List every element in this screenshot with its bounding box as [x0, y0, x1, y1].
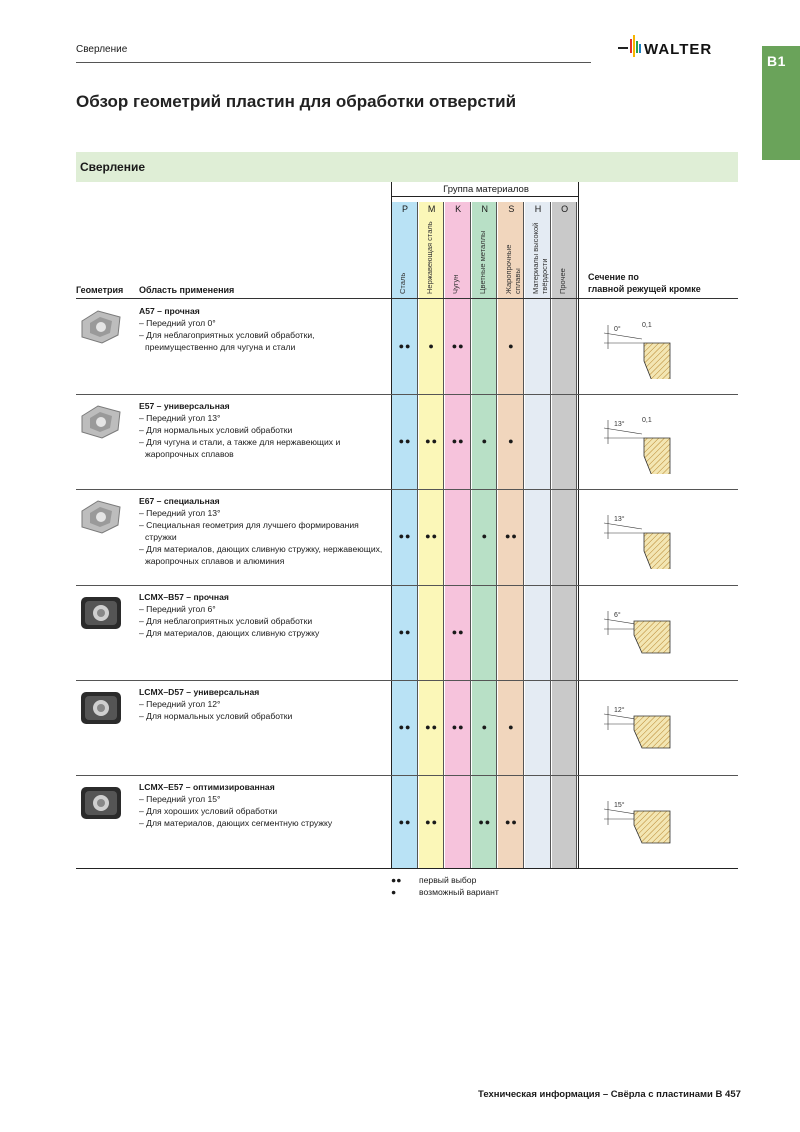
- material-letter: K: [455, 204, 462, 214]
- geometry-name: LCMX–E57 – оптимизированная: [139, 782, 275, 792]
- table-row: [76, 394, 738, 489]
- application-description: [139, 305, 389, 353]
- insert-image: [76, 593, 126, 633]
- geometry-name: A57 – прочная: [139, 306, 200, 316]
- application-line: – Для неблагоприятных условий обработки: [139, 615, 313, 626]
- table-row: [76, 489, 738, 584]
- cutting-edge-section-diagram: [602, 309, 702, 379]
- suitability-mark: ●●: [451, 626, 465, 637]
- application-line: – Для хороших условий обработки: [139, 806, 278, 816]
- suitability-mark: ●●: [425, 531, 439, 542]
- application-line: – Для неблагоприятных условий обработки, преимущественно для чугуна и стали: [139, 330, 315, 352]
- insert-image: [76, 783, 126, 823]
- suitability-mark: ●●: [398, 531, 412, 542]
- suitability-mark: ●: [508, 436, 515, 447]
- rake-angle-label: 0°: [614, 326, 621, 333]
- section-header-line-1: Сечение по: [588, 272, 639, 282]
- section-header: [588, 271, 701, 295]
- application-line: – Передний угол 13°: [139, 508, 221, 519]
- suitability-mark: ●●: [478, 817, 492, 827]
- suitability-mark: ●: [508, 341, 515, 351]
- suitability-mark: ●●: [398, 721, 412, 732]
- legend-item: ●● первый выбор: [391, 875, 477, 885]
- application-line: – Передний угол 6°: [139, 603, 216, 614]
- application-description: [139, 781, 389, 829]
- application-description: [139, 400, 389, 460]
- group-divider: [391, 196, 579, 197]
- suitability-mark: ●: [428, 341, 435, 351]
- insert-image: [76, 688, 126, 728]
- cutting-edge-section-diagram: [602, 690, 702, 760]
- application-line: – Для материалов, дающих сегментную стружку: [139, 818, 333, 828]
- land-width-label: 0,1: [642, 417, 652, 425]
- geometry-name: E67 – специальная: [139, 496, 220, 507]
- cutting-edge-section-diagram: [602, 785, 702, 855]
- legend: [391, 874, 499, 898]
- application-line: – Для нормальных условий обработки: [139, 710, 293, 721]
- application-line: – Передний угол 13°: [139, 413, 221, 424]
- suitability-mark: ●●: [398, 436, 412, 447]
- page-title: Обзор геометрий пластин для обработки отверстий: [76, 92, 517, 111]
- table-row: [76, 775, 738, 870]
- material-label: Сталь: [398, 272, 407, 294]
- material-label: Нержавеющая сталь: [424, 221, 434, 294]
- land-width-label: 0,1: [642, 322, 652, 329]
- material-letter: H: [534, 204, 542, 214]
- material-label: Жаропрочные сплавы: [504, 244, 523, 294]
- brand-text: WALTER: [644, 41, 713, 58]
- material-letter: S: [508, 204, 515, 214]
- material-letter: O: [561, 204, 569, 214]
- rake-angle-label: 13°: [614, 421, 625, 429]
- application-line: – Передний угол 12°: [139, 698, 221, 709]
- application-line: – Для нормальных условий обработки: [139, 425, 293, 436]
- suitability-mark: ●●: [425, 436, 439, 447]
- application-line: – Для материалов, дающих сливную стружку, нержавеющих, жаропрочных сплавов и алюминия: [139, 544, 383, 567]
- rake-angle-label: 15°: [614, 802, 625, 809]
- geometry-name: LCMX–D57 – универсальная: [139, 686, 260, 697]
- table-row: [76, 299, 738, 394]
- table-row: [76, 680, 738, 775]
- geometry-name: E57 – универсальная: [139, 401, 230, 412]
- suitability-mark: ●●: [398, 817, 412, 827]
- geometry-header: Геометрия: [76, 285, 124, 295]
- section-band: Сверление: [76, 152, 738, 182]
- application-line: – Специальная геометрия для лучшего формирования стружки: [139, 520, 359, 543]
- table-row: [76, 585, 738, 680]
- material-letter: M: [427, 204, 436, 214]
- rake-angle-label: 12°: [614, 706, 625, 714]
- suitability-mark: ●●: [504, 531, 518, 542]
- suitability-mark: ●: [508, 721, 515, 732]
- chapter-tab[interactable]: B1: [762, 46, 800, 160]
- table-bottom-rule: [76, 868, 738, 869]
- insert-image: [76, 402, 126, 442]
- suitability-mark: ●: [481, 436, 489, 447]
- suitability-mark: ●●: [451, 436, 465, 447]
- application-line: – Для чугуна и стали, а также для нержавеющих и жаропрочных сплавов: [139, 437, 341, 460]
- material-group-title: Группа материалов: [443, 184, 529, 195]
- cutting-edge-section-diagram: [602, 404, 702, 474]
- rake-angle-label: 13°: [614, 516, 625, 524]
- application-header: Область применения: [139, 285, 235, 295]
- application-line: – Передний угол 0°: [139, 318, 216, 328]
- material-label: Материалы высокой твёрдости: [531, 222, 549, 294]
- cutting-edge-section-diagram: [602, 499, 702, 569]
- suitability-mark: ●●: [398, 341, 412, 351]
- suitability-mark: ●●: [451, 721, 465, 732]
- suitability-mark: ●: [481, 721, 489, 732]
- suitability-mark: ●: [481, 531, 489, 542]
- application-line: – Для материалов, дающих сливную стружку: [139, 627, 320, 638]
- suitability-mark: ●●: [504, 817, 518, 827]
- application-line: – Передний угол 15°: [139, 794, 221, 804]
- cutting-edge-section-diagram: [602, 595, 702, 665]
- rake-angle-label: 6°: [614, 611, 621, 619]
- insert-image: [76, 497, 126, 537]
- walter-logo-icon: [600, 32, 742, 66]
- material-letter: P: [401, 204, 408, 214]
- page-footer: Техническая информация – Свёрла с пластинами B 457: [478, 1089, 741, 1100]
- application-description: [139, 495, 389, 567]
- suitability-mark: ●●: [425, 817, 439, 827]
- insert-image: [76, 307, 126, 347]
- suitability-mark: ●●: [425, 721, 439, 732]
- application-description: [139, 686, 389, 722]
- material-label: Чугун: [451, 274, 461, 294]
- running-header: Сверление: [76, 44, 128, 55]
- legend-item: ● возможный вариант: [391, 887, 499, 897]
- material-label: Цветные металлы: [477, 230, 487, 294]
- geometry-name: LCMX–B57 – прочная: [139, 591, 229, 602]
- suitability-mark: ●●: [451, 341, 465, 351]
- material-label: Прочее: [557, 268, 567, 294]
- header-rule: [76, 62, 591, 63]
- suitability-mark: ●●: [398, 626, 412, 637]
- application-description: [139, 591, 389, 639]
- walter-logo: [600, 32, 742, 66]
- section-header-line-2: главной режущей кромке: [588, 284, 701, 294]
- material-letter: N: [481, 204, 489, 214]
